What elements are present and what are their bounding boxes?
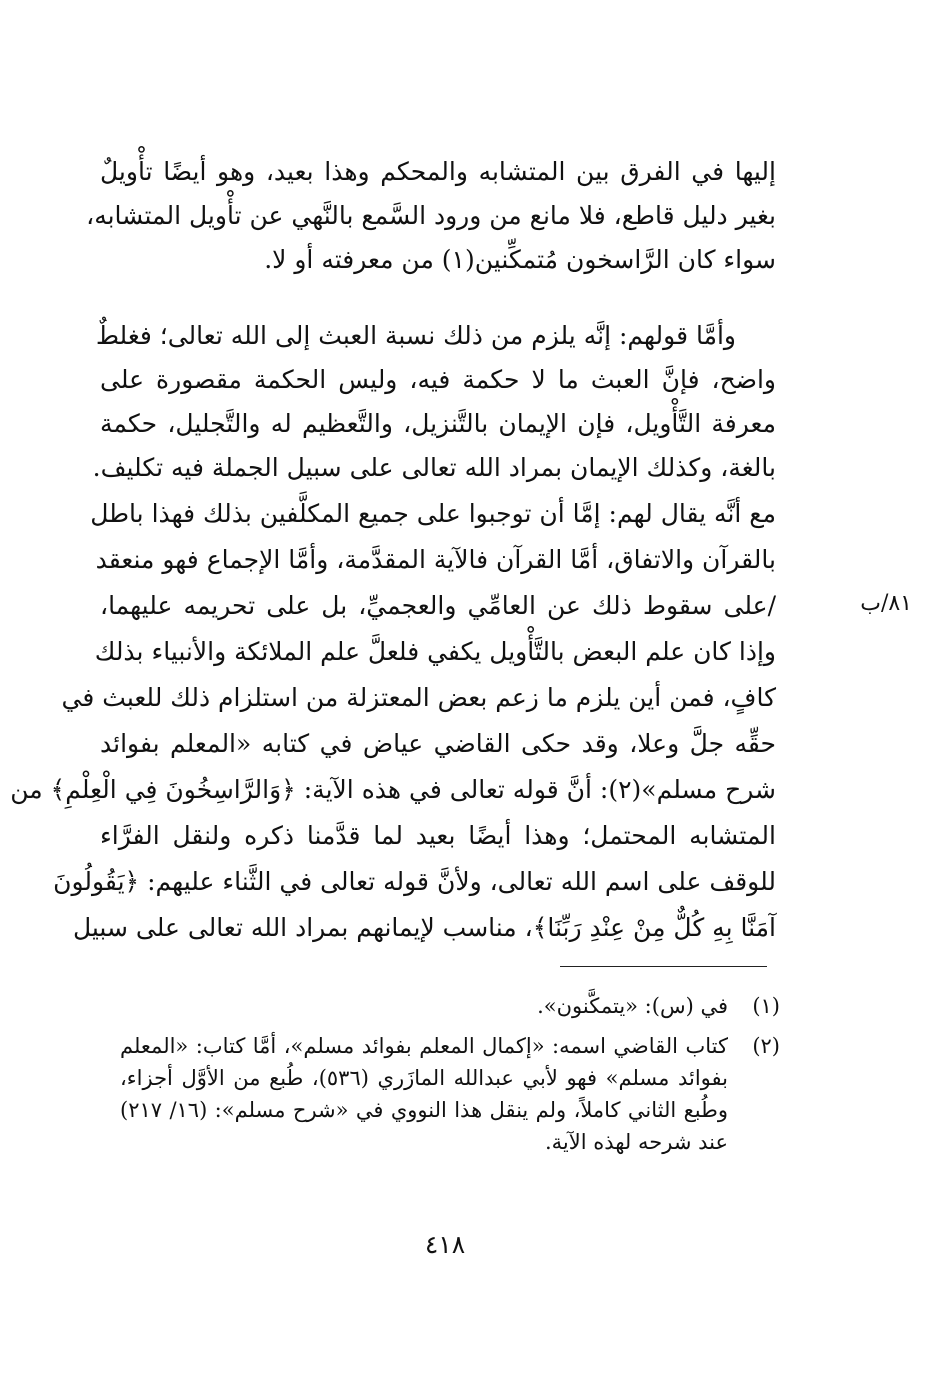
manuscript-folio-marker: ٨١/ب: [860, 591, 912, 616]
text-line: /على سقوط ذلك عن العامِّي والعجميِّ، بل على تحريمه عليهما،: [100, 591, 776, 620]
footnote-line: كتاب القاضي اسمه: «إكمال المعلم بفوائد مسلم»، أمَّا كتاب: «المعلم: [120, 1034, 728, 1058]
text-line: بالقرآن والاتفاق، أمَّا القرآن فالآية المقدَّمة، وأمَّا الإجماع فهو منعقد: [95, 545, 776, 574]
text-line: المتشابه المحتمل؛ وهذا أيضًا بعيد لما قدَّمنا ذكره ولنقل الفرَّاء: [100, 821, 776, 850]
footnote-2: [120, 1030, 780, 1166]
text-line: سواء كان الرَّاسخون مُتمكِّنين(١) من معرفته أو لا.: [264, 245, 776, 274]
text-line: بغير دليل قاطع، فلا مانع من ورود السَّمع بالنَّهي عن تأْويل المتشابه،: [86, 201, 776, 230]
text-line: واضح، فإنَّ العبث ما لا حكمة فيه، وليس الحكمة مقصورة على: [100, 365, 776, 394]
footnote-line: عند شرحه لهذه الآية.: [544, 1130, 728, 1154]
footnote-body: [120, 1030, 728, 1158]
text-line: شرح مسلم»(٢): أنَّ قوله تعالى في هذه الآية: ﴿وَالرَّاسِخُونَ فِي الْعِلْمِ﴾ من: [10, 775, 776, 804]
text-line: إليها في الفرق بين المتشابه والمحكم وهذا بعيد، وهو أيضًا تأْويلٌ: [100, 157, 776, 186]
footnote-line: بفوائد مسلم» فهو لأبي عبدالله المازَري (٥٣٦)، طُبع من الأوَّل أجزاء،: [120, 1066, 728, 1090]
footnote-1: [120, 990, 780, 1024]
text-line: مع أنَّه يقال لهم: إمَّا أن توجبوا على جميع المكلَّفين بذلك فهذا باطل: [90, 499, 776, 528]
text-line: آمَنَّا بِهِ كُلٌّ مِنْ عِنْدِ رَبِّنَا﴾، مناسب لإيمانهم بمراد الله تعالى على سبيل: [72, 913, 776, 942]
footnote-number: (٢): [752, 1034, 780, 1058]
footnote-separator: [560, 966, 767, 967]
text-line: وأمَّا قولهم: إنَّه يلزم من ذلك نسبة العبث إلى الله تعالى؛ فغلطٌ: [95, 321, 736, 350]
text-line: حقِّه جلَّ وعلا، وقد حكى القاضي عياض في كتابه «المعلم بفوائد: [100, 729, 776, 758]
footnote-body: [120, 990, 728, 1022]
page-number: ٤١٨: [424, 1230, 466, 1259]
footnote-line: في (س): «يتمكَّنون».: [537, 994, 728, 1018]
text-line: كافٍ، فمن أين يلزم ما زعم بعض المعتزلة من استلزام ذلك للعبث في: [61, 683, 776, 712]
text-line: معرفة التَّأْويل، فإن الإيمان بالتَّنزيل، والتَّعظيم له والتَّجليل، حكمة: [100, 409, 776, 438]
footnote-line: وطُبع الثاني كاملاً، ولم ينقل هذا النووي في «شرح مسلم»: (١٦/ ٢١٧): [120, 1098, 728, 1122]
text-line: بالغة، وكذلك الإيمان بمراد الله تعالى على سبيل الجملة فيه تكليف.: [92, 453, 776, 482]
footnote-number: (١): [752, 994, 780, 1018]
text-line: للوقف على اسم الله تعالى، ولأنَّ قوله تعالى في الثَّناء عليهم: ﴿يَقُولُونَ: [53, 867, 776, 896]
text-line: وإذا كان علم البعض بالتَّأْويل يكفي فلعلَّ علم الملائكة والأنبياء بذلك: [94, 637, 776, 666]
